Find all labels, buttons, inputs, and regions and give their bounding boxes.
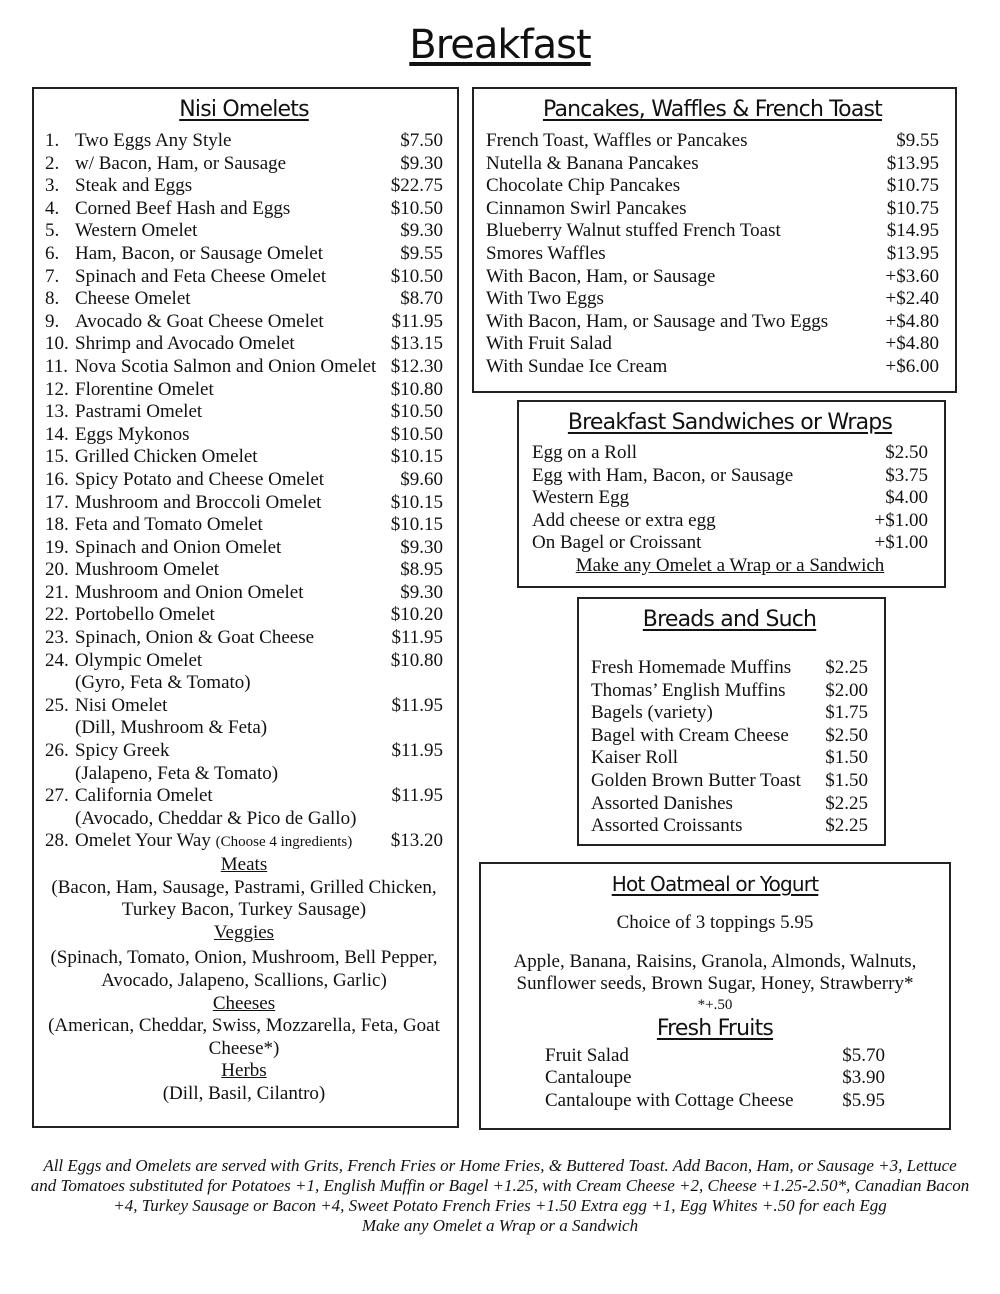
omelets-section	[32, 87, 459, 1128]
item-description: (Jalapeno, Feta & Tomato)	[75, 762, 279, 784]
item-name: Steak and Eggs	[75, 175, 193, 197]
item-description: (Gyro, Feta & Tomato)	[75, 672, 251, 694]
item-name: With Bacon, Ham, or Sausage	[486, 265, 716, 287]
fruit-item	[545, 1090, 885, 1113]
omelet-item	[45, 695, 443, 718]
item-name: Fruit Salad	[545, 1044, 629, 1066]
oatmeal-star-note: *+.50	[697, 996, 733, 1013]
item-number: 10.	[45, 333, 69, 355]
item-name: Spicy Potato and Cheese Omelet	[75, 468, 325, 490]
omelet-item	[45, 514, 443, 537]
item-number: 3.	[45, 175, 60, 197]
item-price: $10.75	[886, 175, 939, 197]
item-price: $9.30	[400, 220, 443, 242]
item-name: Spinach and Feta Cheese Omelet	[75, 265, 327, 287]
item-name: With Two Eggs	[486, 288, 604, 310]
herbs-label: Herbs	[221, 1060, 267, 1082]
item-number: 9.	[45, 310, 60, 332]
item-number: 22.	[45, 604, 69, 626]
item-price: $3.75	[885, 464, 928, 486]
item-name: w/ Bacon, Ham, or Sausage	[75, 152, 287, 174]
bread-item	[591, 680, 868, 703]
item-number: 18.	[45, 514, 69, 536]
item-price: $11.95	[391, 310, 443, 332]
sandwich-item	[532, 487, 928, 510]
bread-item	[591, 770, 868, 793]
item-price: $11.95	[391, 785, 443, 807]
item-name: Mushroom and Broccoli Omelet	[75, 491, 322, 513]
item-number: 8.	[45, 288, 60, 310]
item-name: Portobello Omelet	[75, 604, 215, 626]
bread-item	[591, 702, 868, 725]
item-price: $13.15	[390, 333, 443, 355]
item-name: Golden Brown Butter Toast	[591, 769, 801, 791]
item-name: Grilled Chicken Omelet	[75, 446, 258, 468]
item-number: 6.	[45, 242, 60, 264]
omelet-item	[45, 785, 443, 808]
veggies-list: (Spinach, Tomato, Onion, Mushroom, Bell Pepper, Avocado, Jalapeno, Scallions, Garlic)	[50, 947, 438, 991]
item-name: With Fruit Salad	[486, 333, 612, 355]
item-name: With Bacon, Ham, or Sausage and Two Eggs	[486, 310, 829, 332]
item-name: Shrimp and Avocado Omelet	[75, 333, 295, 355]
omelet-item	[45, 492, 443, 515]
item-name: Ham, Bacon, or Sausage Omelet	[75, 242, 323, 264]
omelet-item	[45, 627, 443, 650]
omelet-item	[45, 446, 443, 469]
item-price: $10.80	[390, 378, 443, 400]
item-name: Fresh Homemade Muffins	[591, 657, 792, 678]
item-name: Feta and Tomato Omelet	[75, 514, 263, 536]
item-name: Two Eggs Any Style	[75, 130, 232, 151]
item-price: $3.90	[842, 1067, 885, 1089]
item-name: Avocado & Goat Cheese Omelet	[75, 310, 324, 332]
item-price: $10.80	[390, 649, 443, 671]
item-number: 25.	[45, 694, 69, 716]
item-name: Spinach and Onion Omelet	[75, 536, 282, 558]
item-name: Bagel with Cream Cheese	[591, 724, 789, 746]
pancake-item	[486, 130, 939, 153]
item-number: 16.	[45, 468, 69, 490]
item-name: Egg on a Roll	[532, 442, 638, 463]
pancake-item	[486, 288, 939, 311]
veggies-label: Veggies	[213, 921, 275, 943]
item-price: $8.70	[400, 288, 443, 310]
item-price: $10.50	[390, 401, 443, 423]
item-price: $9.55	[400, 242, 443, 264]
item-number: 5.	[45, 220, 60, 242]
item-price: +$6.00	[885, 355, 939, 377]
item-number: 23.	[45, 627, 69, 649]
item-name: Nova Scotia Salmon and Onion Omelet	[75, 355, 377, 377]
item-name: French Toast, Waffles or Pancakes	[486, 130, 748, 151]
item-price: $11.95	[391, 740, 443, 762]
item-price: $7.50	[400, 130, 443, 151]
item-name: Florentine Omelet	[75, 378, 214, 400]
item-number: 24.	[45, 649, 69, 671]
item-name: Cantaloupe	[545, 1067, 632, 1089]
item-name: Mushroom and Onion Omelet	[75, 581, 304, 603]
item-name: Smores Waffles	[486, 242, 606, 264]
item-name: Eggs Mykonos	[75, 423, 190, 445]
item-number: 12.	[45, 378, 69, 400]
item-price: $10.50	[390, 197, 443, 219]
item-name: Pastrami Omelet	[75, 401, 203, 423]
item-price: $22.75	[390, 175, 443, 197]
item-name: Olympic Omelet	[75, 649, 203, 671]
sandwiches-section	[517, 400, 946, 588]
oatmeal-choice: Choice of 3 toppings 5.95	[616, 912, 814, 933]
item-number: 26.	[45, 740, 69, 762]
item-price: $9.30	[400, 581, 443, 603]
pancake-item	[486, 243, 939, 266]
sandwich-item	[532, 532, 928, 555]
item-name: Thomas’ English Muffins	[591, 679, 786, 701]
page-title: Breakfast	[409, 22, 591, 68]
item-price: +$1.00	[874, 509, 928, 531]
item-price: $4.00	[885, 487, 928, 509]
omelet-item	[45, 740, 443, 763]
item-number: 28.	[45, 830, 69, 852]
cheeses-label: Cheeses	[212, 992, 276, 1014]
item-price: +$2.40	[885, 288, 939, 310]
item-name: Spicy Greek	[75, 740, 170, 762]
pancakes-section	[472, 87, 957, 393]
item-price: $10.75	[886, 197, 939, 219]
item-name: Omelet Your Way	[75, 830, 211, 852]
pancake-item	[486, 311, 939, 334]
bread-item	[591, 815, 868, 838]
omelet-item	[45, 559, 443, 582]
bread-item	[591, 725, 868, 748]
item-price: $11.95	[391, 694, 443, 716]
pancakes-heading: Pancakes, Waffles & French Toast	[542, 97, 883, 122]
item-name: Egg with Ham, Bacon, or Sausage	[532, 464, 794, 486]
item-price: $2.50	[825, 724, 868, 746]
item-price: +$4.80	[885, 333, 939, 355]
item-price: +$1.00	[874, 532, 928, 554]
footer-text: All Eggs and Omelets are served with Grits, French Fries or Home Fries, & Buttered Toast. Add Bacon, Ham, or Sausage +3, Lettuce and Tomatoes substituted for Potatoes +1, English Muffin or Bagel +1.25, with Cream Cheese +2, Cheese +1.25-2.50*, Canadian Bacon +4, Turkey Sausage or Bacon +4, Sweet Potato French Fries +1.50 Extra egg +1, Egg Whites +.50 for each Egg	[30, 1156, 970, 1215]
omelet-your-way-row	[45, 830, 443, 854]
item-number: 20.	[45, 559, 69, 581]
omelets-heading: Nisi Omelets	[179, 97, 309, 122]
omelet-item	[45, 401, 443, 424]
item-price: $2.50	[885, 442, 928, 463]
item-number: 1.	[45, 130, 60, 151]
item-price: $10.15	[390, 491, 443, 513]
item-name: Nutella & Banana Pancakes	[486, 152, 699, 174]
item-price: $9.30	[400, 152, 443, 174]
oatmeal-section	[479, 862, 951, 1130]
omelet-item	[45, 220, 443, 243]
item-number: 15.	[45, 446, 69, 468]
item-number: 21.	[45, 581, 69, 603]
sandwich-item	[532, 442, 928, 465]
sandwich-item	[532, 510, 928, 533]
footer-note	[30, 1156, 970, 1236]
item-price: +$4.80	[885, 310, 939, 332]
bread-item	[591, 793, 868, 816]
omelet-item	[45, 469, 443, 492]
omelet-item	[45, 175, 443, 198]
omelet-item	[45, 198, 443, 221]
pancake-item	[486, 153, 939, 176]
item-name: Add cheese or extra egg	[532, 509, 716, 531]
item-name: Spinach, Onion & Goat Cheese	[75, 627, 315, 649]
omelet-item	[45, 153, 443, 176]
herbs-list: (Dill, Basil, Cilantro)	[162, 1082, 326, 1104]
item-name: On Bagel or Croissant	[532, 532, 702, 554]
item-price: $2.25	[825, 657, 868, 678]
item-description: (Avocado, Cheddar & Pico de Gallo)	[75, 807, 357, 829]
pancake-item	[486, 356, 939, 379]
pancake-item	[486, 198, 939, 221]
item-name: Assorted Croissants	[591, 815, 743, 837]
item-price: $1.50	[825, 747, 868, 769]
item-price: $5.70	[842, 1044, 885, 1066]
item-number: 17.	[45, 491, 69, 513]
item-price: $2.00	[825, 679, 868, 701]
item-price: $2.25	[825, 815, 868, 837]
item-price: $13.95	[886, 152, 939, 174]
omelet-item	[45, 379, 443, 402]
item-name: Assorted Danishes	[591, 792, 733, 814]
item-price: $14.95	[886, 220, 939, 242]
omelet-item	[45, 537, 443, 560]
item-name: Corned Beef Hash and Eggs	[75, 197, 291, 219]
omelet-item	[45, 288, 443, 311]
item-description: (Dill, Mushroom & Feta)	[75, 717, 268, 739]
omelets-list	[45, 130, 443, 830]
item-price: $10.15	[390, 514, 443, 536]
breads-heading: Breads and Such	[642, 607, 817, 632]
item-number: 11.	[45, 355, 69, 377]
meats-list: (Bacon, Ham, Sausage, Pastrami, Grilled Chicken, Turkey Bacon, Turkey Sausage)	[51, 876, 437, 921]
item-number: 7.	[45, 265, 60, 287]
item-price: $2.25	[825, 792, 868, 814]
item-number: 27.	[45, 785, 69, 807]
item-number: 13.	[45, 401, 69, 423]
omelet-item	[45, 311, 443, 334]
pancake-item	[486, 175, 939, 198]
sandwiches-heading: Breakfast Sandwiches or Wraps	[567, 410, 893, 435]
item-price: $9.30	[400, 536, 443, 558]
sandwich-item	[532, 465, 928, 488]
item-note: (Choose 4 ingredients)	[215, 834, 353, 851]
fruit-item	[545, 1045, 885, 1068]
bread-item	[591, 747, 868, 770]
oatmeal-toppings: Apple, Banana, Raisins, Granola, Almonds, Walnuts, Sunflower seeds, Brown Sugar, Honey, Strawberry*	[513, 950, 917, 995]
omelet-item	[45, 130, 443, 153]
item-name: Cinnamon Swirl Pancakes	[486, 197, 687, 219]
item-name: Bagels (variety)	[591, 702, 713, 724]
pancake-item	[486, 333, 939, 356]
item-name: Cheese Omelet	[75, 288, 191, 310]
item-price: $13.20	[390, 830, 443, 852]
oatmeal-heading: Hot Oatmeal or Yogurt	[611, 872, 819, 896]
item-name: Mushroom Omelet	[75, 559, 220, 581]
item-number: 14.	[45, 423, 69, 445]
item-price: $11.95	[391, 627, 443, 649]
item-price: $13.95	[886, 242, 939, 264]
item-price: $10.50	[390, 265, 443, 287]
item-name: With Sundae Ice Cream	[486, 355, 668, 377]
omelet-item	[45, 266, 443, 289]
omelet-item	[45, 604, 443, 627]
item-name: Nisi Omelet	[75, 694, 168, 716]
item-name: Western Egg	[532, 487, 630, 509]
omelet-item	[45, 650, 443, 673]
item-price: $1.50	[825, 769, 868, 791]
item-price: $9.60	[400, 468, 443, 490]
fruits-list	[495, 1045, 935, 1113]
item-price: $5.95	[842, 1089, 885, 1111]
footer-wrap-note: Make any Omelet a Wrap or a Sandwich	[361, 1216, 639, 1235]
item-name: Western Omelet	[75, 220, 198, 242]
pancake-item	[486, 220, 939, 243]
item-price: $8.95	[400, 559, 443, 581]
cheeses-list: (American, Cheddar, Swiss, Mozzarella, Feta, Goat Cheese*)	[48, 1015, 440, 1059]
pancake-item	[486, 266, 939, 289]
item-price: $10.20	[390, 604, 443, 626]
omelet-item	[45, 582, 443, 605]
sandwich-note: Make any Omelet a Wrap or a Sandwich	[575, 554, 885, 576]
omelet-item	[45, 243, 443, 266]
meats-label: Meats	[220, 854, 268, 875]
item-name: California Omelet	[75, 785, 213, 807]
fruits-heading: Fresh Fruits	[656, 1015, 774, 1041]
item-name: Chocolate Chip Pancakes	[486, 175, 681, 197]
item-price: $1.75	[825, 702, 868, 724]
item-price: $10.15	[390, 446, 443, 468]
fruit-item	[545, 1067, 885, 1090]
item-name: Kaiser Roll	[591, 747, 679, 769]
omelet-item	[45, 356, 443, 379]
sandwiches-list	[532, 442, 928, 555]
item-number: 19.	[45, 536, 69, 558]
item-price: $12.30	[390, 355, 443, 377]
item-name: Blueberry Walnut stuffed French Toast	[486, 220, 781, 242]
pancakes-list	[486, 130, 939, 379]
item-price: +$3.60	[885, 265, 939, 287]
omelet-item	[45, 424, 443, 447]
bread-item	[591, 657, 868, 680]
item-name: Cantaloupe with Cottage Cheese	[545, 1089, 794, 1111]
item-price: $9.55	[896, 130, 939, 151]
omelet-item	[45, 333, 443, 356]
item-number: 2.	[45, 152, 60, 174]
breads-list	[591, 657, 868, 838]
item-number: 4.	[45, 197, 60, 219]
item-price: $10.50	[390, 423, 443, 445]
breads-section	[577, 597, 886, 846]
